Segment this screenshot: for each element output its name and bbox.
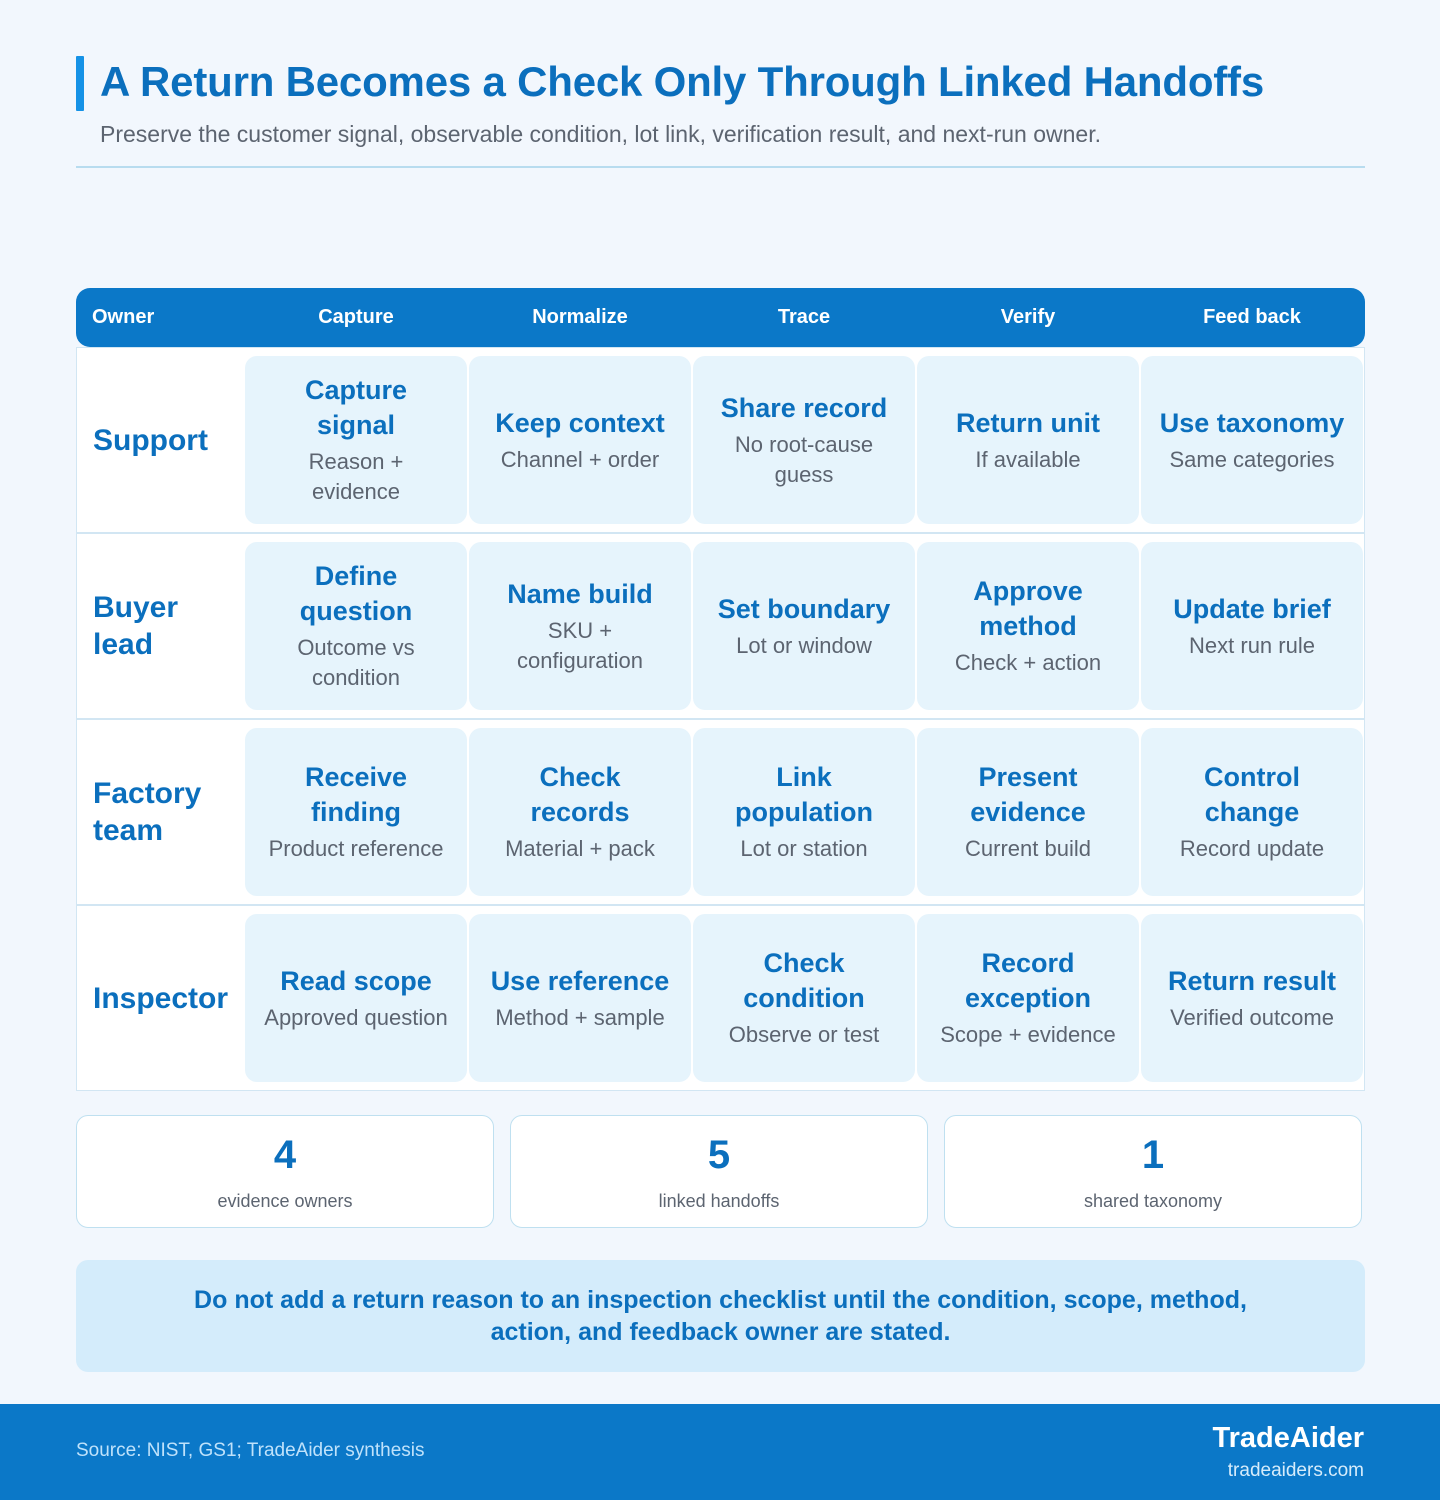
cell-note: Lot or station (740, 836, 868, 861)
matrix-cell (917, 542, 1139, 710)
page-title: A Return Becomes a Check Only Through Linked Handoffs (100, 58, 1265, 105)
cell-title: Name build (507, 578, 653, 609)
cell-title: Update brief (1173, 593, 1331, 624)
cell-title: Control change (1204, 762, 1300, 827)
cell-title: Use reference (490, 965, 670, 996)
matrix-cell (245, 542, 467, 710)
handoff-matrix (76, 288, 1365, 1047)
stage-header-feed-back: Feed back (1203, 306, 1301, 328)
cell-note: Approved question (264, 1004, 448, 1030)
cell-note: Channel + order (500, 446, 660, 472)
cell-note: Record update (1179, 836, 1325, 861)
cell-note: Method + sample (495, 1004, 665, 1030)
stat-label: shared taxonomy (1083, 1191, 1223, 1211)
brand-name: TradeAider (1212, 1422, 1364, 1454)
brand-url: tradeaiders.com (1227, 1460, 1364, 1481)
matrix-cell (469, 728, 691, 896)
cell-title: Return unit (956, 407, 1100, 438)
matrix-cell (469, 356, 691, 524)
matrix-cell (245, 914, 467, 1082)
matrix-cell (245, 728, 467, 896)
cell-title: Capture signal (304, 375, 407, 440)
cell-note: If available (975, 446, 1081, 472)
cell-note: SKU + configuration (517, 617, 643, 673)
cell-title: Keep context (495, 407, 665, 438)
header-divider (76, 166, 1365, 168)
cell-title: Record exception (964, 948, 1092, 1013)
title-accent-bar (76, 56, 84, 111)
cell-title: Receive finding (304, 762, 408, 827)
matrix-cell (469, 914, 691, 1082)
cell-title: Check records (530, 762, 630, 827)
cell-note: Next run rule (1189, 632, 1315, 658)
cell-note: Outcome vs condition (297, 635, 415, 690)
owner-label: Buyer lead (93, 591, 179, 661)
matrix-cell (917, 356, 1139, 524)
cell-note: Reason + evidence (308, 449, 404, 504)
matrix-cell (1141, 914, 1363, 1082)
stat-card-shared-taxonomy (944, 1115, 1362, 1228)
cell-title: Use taxonomy (1159, 407, 1345, 438)
stat-card-linked-handoffs (510, 1115, 928, 1228)
cell-title: Set boundary (717, 593, 891, 624)
source-note: Source: NIST, GS1; TradeAider synthesis (76, 1440, 425, 1461)
cell-note: Product reference (268, 836, 444, 861)
cell-note: Material + pack (505, 836, 655, 861)
cell-note: Lot or window (736, 632, 872, 658)
matrix-cell (469, 542, 691, 710)
stat-value: 4 (273, 1133, 297, 1177)
matrix-row-buyer-lead (76, 533, 1365, 719)
cell-title: Share record (720, 392, 888, 423)
owner-label: Support (93, 423, 208, 457)
cell-title: Define question (299, 561, 413, 626)
matrix-cell (1141, 728, 1363, 896)
guidance-callout: Do not add a return reason to an inspection checklist until the condition, scope, method, action, and feedback owner are stated. (76, 1260, 1365, 1372)
cell-note: Observe or test (728, 1022, 880, 1047)
cell-title: Return result (1167, 965, 1337, 996)
cell-title: Present evidence (970, 762, 1086, 827)
matrix-row-factory-team (76, 719, 1365, 905)
footer (0, 1404, 1440, 1500)
page-subtitle: Preserve the customer signal, observable condition, lot link, verification result, and next-run owner. (100, 121, 1102, 147)
cell-title: Check condition (743, 948, 865, 1013)
owner-column-header: Owner (92, 306, 155, 328)
cell-title: Approve method (973, 576, 1083, 641)
stat-value: 1 (1141, 1133, 1165, 1177)
cell-note: Current build (965, 836, 1091, 861)
stat-label: evidence owners (217, 1191, 353, 1211)
stat-label: linked handoffs (658, 1191, 780, 1211)
cell-note: Same categories (1169, 446, 1335, 472)
cell-note: Scope + evidence (940, 1022, 1116, 1047)
matrix-header (76, 288, 1365, 347)
cell-title: Read scope (280, 965, 432, 996)
stage-header-normalize: Normalize (532, 306, 628, 328)
matrix-cell (693, 542, 915, 710)
cell-note: Verified outcome (1170, 1004, 1334, 1030)
matrix-row-support (76, 347, 1365, 533)
owner-label: Factory team (93, 777, 202, 847)
matrix-cell (917, 728, 1139, 896)
matrix-cell (1141, 356, 1363, 524)
matrix-cell (693, 914, 915, 1082)
stage-header-capture: Capture (318, 306, 394, 328)
stat-card-evidence-owners (76, 1115, 494, 1228)
stat-value: 5 (707, 1133, 731, 1177)
matrix-row-inspector (76, 905, 1365, 1091)
stage-header-trace: Trace (777, 306, 831, 328)
matrix-cell (1141, 542, 1363, 710)
matrix-cell (917, 914, 1139, 1082)
cell-note: Check + action (954, 650, 1102, 675)
cell-title: Link population (735, 762, 873, 827)
stage-header-verify: Verify (1000, 306, 1056, 328)
matrix-cell (693, 728, 915, 896)
cell-note: No root-cause guess (734, 431, 874, 487)
owner-label: Inspector (93, 981, 229, 1015)
matrix-cell (245, 356, 467, 524)
matrix-cell (693, 356, 915, 524)
